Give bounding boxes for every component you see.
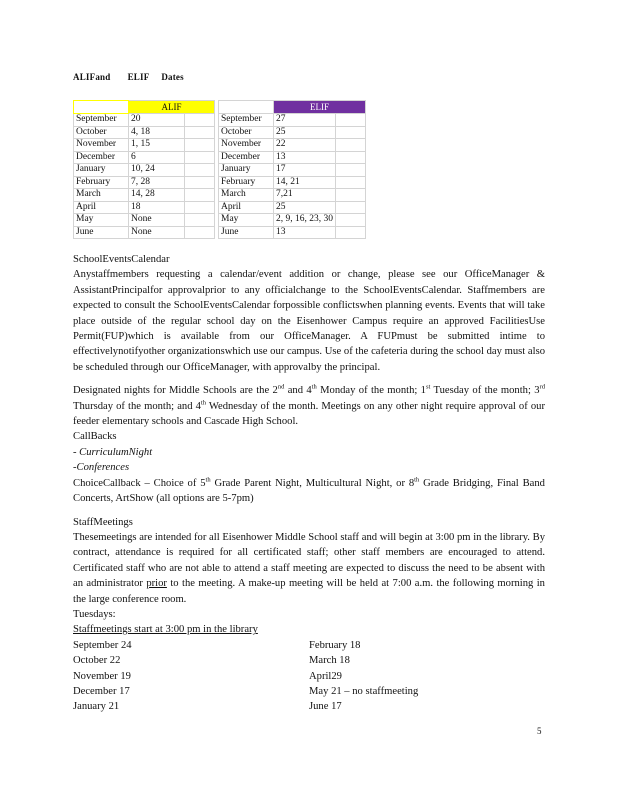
list-item: January 21 — [73, 701, 120, 713]
designated-nights-paragraph — [73, 383, 545, 429]
heading-alif: ALIF — [73, 72, 96, 82]
month-cell: May — [74, 214, 129, 227]
month-cell: June — [219, 226, 274, 239]
nights-sup-2: th — [311, 383, 317, 391]
table-row — [74, 114, 215, 127]
heading-dates: Dates — [161, 72, 184, 82]
staff-meetings-title: StaffMeetings — [73, 516, 133, 528]
school-events-paragraph: Anystaffmembers requesting a calendar/event addition or change, please see our OfficeManager & AssistantPrincipalfor approvalprior to any officialchange to the SchoolEventsCalendar. Staffmembers are expected to consult the SchoolEventsCalendar forpossible conflictswhen planning events. Events that will take place outside of the regular school day on the Eisenhower Campus require an approved FacilitiesUse Permit(FUP)which is available from our OfficeManager. A FUPmust be submitted intime to effectivelynotifyother organizationswhich use our campus. Use of the cafeteria during the school day must also be scheduled through our OfficeManager, with approvalby the principal. — [73, 269, 545, 373]
table-row — [219, 126, 366, 139]
table-row — [74, 214, 215, 227]
table-row — [74, 176, 215, 189]
month-cell: October — [219, 126, 274, 139]
nights-text-d: Tuesday of the month; 3 — [430, 385, 540, 397]
empty-cell — [336, 214, 366, 227]
table-row — [219, 226, 366, 239]
list-item: February 18 — [309, 639, 361, 651]
table-row — [74, 139, 215, 152]
list-item: May 21 – no staffmeeting — [309, 685, 419, 697]
month-cell: November — [74, 139, 129, 152]
callback-item-curriculum-night: - CurriculumNight — [73, 446, 153, 458]
tuesdays-label: Tuesdays: — [73, 608, 116, 620]
month-cell: November — [219, 139, 274, 152]
empty-cell — [336, 114, 366, 127]
month-cell: February — [219, 176, 274, 189]
dates-cell: 17 — [274, 164, 336, 177]
dates-cell: 6 — [129, 151, 185, 164]
choice-text-c: Grade Bridging, Final Band Concerts, ArtShow (all options are 5-7pm) — [73, 477, 545, 505]
month-cell: March — [219, 189, 274, 202]
table-row — [219, 214, 366, 227]
table-row — [219, 201, 366, 214]
month-cell: February — [74, 176, 129, 189]
dates-cell: 2, 9, 16, 23, 30 — [274, 214, 336, 227]
school-events-title: SchoolEventsCalendar — [73, 254, 170, 265]
staff-meetings-paragraph — [73, 530, 545, 607]
staff-text-prior: prior — [146, 578, 167, 590]
alif-table-title: ALIF — [129, 101, 215, 114]
month-cell: December — [219, 151, 274, 164]
month-cell: April — [219, 201, 274, 214]
dates-cell: 27 — [274, 114, 336, 127]
empty-cell — [336, 164, 366, 177]
heading-and: and — [95, 72, 111, 82]
month-cell: January — [74, 164, 129, 177]
table-row — [219, 189, 366, 202]
choice-callback-paragraph — [73, 476, 545, 507]
nights-sup-3: st — [425, 383, 431, 391]
table-row — [74, 126, 215, 139]
main-content — [73, 252, 545, 715]
dates-cell: 14, 21 — [274, 176, 336, 189]
empty-cell — [336, 176, 366, 189]
list-item: March 18 — [309, 655, 350, 667]
dates-cell: 10, 24 — [129, 164, 185, 177]
month-cell: December — [74, 151, 129, 164]
table-row — [219, 114, 366, 127]
dates-heading — [73, 72, 184, 82]
table-row — [74, 226, 215, 239]
list-item: December 17 — [73, 685, 130, 697]
table-row — [74, 201, 215, 214]
staff-dates-right-column — [309, 638, 545, 715]
nights-text-b: and 4 — [284, 385, 312, 397]
empty-cell — [336, 201, 366, 214]
empty-cell — [185, 114, 215, 127]
dates-cell: 25 — [274, 126, 336, 139]
nights-text-c: Monday of the month; 1 — [316, 385, 426, 397]
nights-text-f: Wednesday of the month. Meetings on any other night require approval of our feeder elementary schools and Cascade High School. — [73, 400, 545, 428]
empty-cell — [336, 189, 366, 202]
list-item: June 17 — [309, 701, 342, 713]
elif-dates-table — [218, 100, 366, 239]
month-cell: May — [219, 214, 274, 227]
empty-cell — [185, 176, 215, 189]
nights-sup-1: nd — [277, 383, 285, 391]
list-item: September 24 — [73, 639, 132, 651]
dates-cell: 13 — [274, 226, 336, 239]
table-row — [219, 176, 366, 189]
choice-sup-1: th — [205, 476, 211, 484]
empty-cell — [185, 126, 215, 139]
dates-cell: 13 — [274, 151, 336, 164]
nights-text-a: Designated nights for Middle Schools are the 2 — [73, 385, 278, 397]
table-row — [74, 189, 215, 202]
callbacks-title: CallBacks — [73, 431, 117, 443]
empty-cell — [185, 201, 215, 214]
elif-header-blank — [219, 101, 274, 114]
empty-cell — [336, 126, 366, 139]
month-cell: September — [219, 114, 274, 127]
dates-cell: 22 — [274, 139, 336, 152]
table-row — [219, 151, 366, 164]
alif-header-blank — [74, 101, 129, 114]
dates-cell: None — [129, 214, 185, 227]
month-cell: March — [74, 189, 129, 202]
dates-cell: 4, 18 — [129, 126, 185, 139]
empty-cell — [185, 151, 215, 164]
empty-cell — [336, 226, 366, 239]
choice-text-b: Grade Parent Night, Multicultural Night, or 8 — [210, 477, 415, 489]
nights-text-e: Thursday of the month; and 4 — [73, 400, 201, 412]
table-row — [74, 151, 215, 164]
table-row — [74, 164, 215, 177]
dates-cell: 7,21 — [274, 189, 336, 202]
staff-meeting-dates — [73, 638, 545, 715]
choice-text-a: ChoiceCallback – Choice of 5 — [73, 477, 206, 489]
dates-cell: 7, 28 — [129, 176, 185, 189]
elif-table-title: ELIF — [274, 101, 366, 114]
list-item: November 19 — [73, 670, 131, 682]
staff-dates-left-column — [73, 638, 309, 715]
table-row — [219, 164, 366, 177]
month-cell: June — [74, 226, 129, 239]
month-cell: October — [74, 126, 129, 139]
staff-text-a: Thesemeetings are intended for all Eisenhower Middle School staff and will begin at 3:00 pm in the library. By contract, attendance is required for all certificated staff; other staff members are encouraged to attend. Certificated staff who are not able to attend a staff meeting are expected to discuss the need to be absent with an administrator — [73, 531, 545, 590]
month-cell: April — [74, 201, 129, 214]
dates-cell: None — [129, 226, 185, 239]
dates-cell: 1, 15 — [129, 139, 185, 152]
month-cell: January — [219, 164, 274, 177]
table-row — [219, 139, 366, 152]
empty-cell — [185, 214, 215, 227]
nights-sup-5: th — [200, 399, 206, 407]
empty-cell — [336, 151, 366, 164]
page-number: 5 — [537, 726, 542, 736]
nights-sup-4: rd — [539, 383, 546, 391]
month-cell: September — [74, 114, 129, 127]
choice-sup-2: th — [414, 476, 420, 484]
list-item: October 22 — [73, 655, 121, 667]
empty-cell — [185, 226, 215, 239]
staff-text-b: to the meeting. A make-up meeting will be held at 7:00 a.m. the following morning in the large conference room. — [73, 578, 545, 605]
alif-dates-table — [73, 100, 215, 239]
heading-elif: ELIF — [127, 72, 150, 82]
empty-cell — [185, 139, 215, 152]
dates-cell: 25 — [274, 201, 336, 214]
dates-cell: 14, 28 — [129, 189, 185, 202]
empty-cell — [185, 164, 215, 177]
dates-cell: 18 — [129, 201, 185, 214]
empty-cell — [336, 139, 366, 152]
empty-cell — [185, 189, 215, 202]
dates-cell: 20 — [129, 114, 185, 127]
callback-item-conferences: -Conferences — [73, 462, 130, 474]
staff-meetings-start-note: Staffmeetings start at 3:00 pm in the library — [73, 624, 258, 636]
list-item: April29 — [309, 670, 342, 682]
